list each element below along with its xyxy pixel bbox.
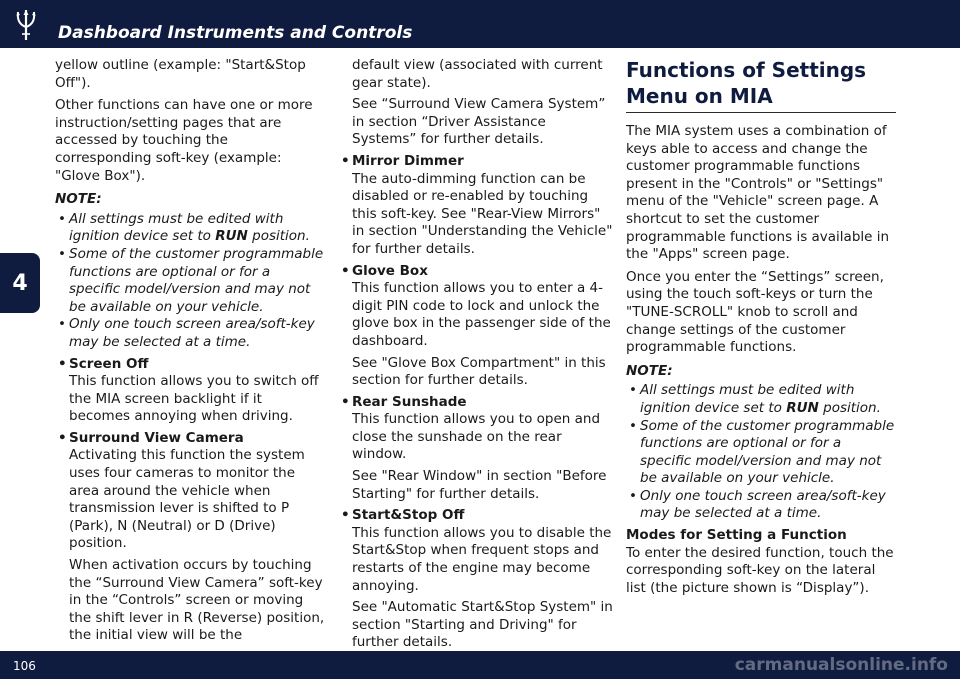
paragraph: To enter the desired function, touch the corresponding soft-key on the lateral list (the picture shown is “Display”). xyxy=(626,544,894,596)
page-number: 106 xyxy=(13,659,36,673)
paragraph: This function allows you to enter a 4-digit PIN code to lock and unlock the glove box in the passenger side of the dashboard. xyxy=(352,280,611,349)
paragraph: This function allows you to open and close the sunshade on the rear window. xyxy=(352,411,601,463)
paragraph: See "Automatic Start&Stop System" in section "Starting and Driving" for further details. xyxy=(352,599,613,651)
surround-view-body xyxy=(55,447,325,645)
note-text: position. xyxy=(247,228,310,245)
glove-box-body xyxy=(338,280,613,390)
mirror-dimmer-body xyxy=(338,171,613,259)
note-label: NOTE: xyxy=(55,191,102,208)
modes-heading: Modes for Setting a Function xyxy=(626,527,847,544)
start-stop-title: • Start&Stop Off xyxy=(338,507,613,525)
run-keyword: RUN xyxy=(215,228,248,245)
page-header xyxy=(0,0,960,48)
trident-logo-icon xyxy=(14,8,38,42)
mirror-dimmer-title: • Mirror Dimmer xyxy=(338,153,613,171)
screen-off-body xyxy=(55,373,325,426)
start-stop-body xyxy=(338,525,613,652)
note-item: • Only one touch screen area/soft-key may be selected at a time. xyxy=(626,488,896,523)
paragraph: The MIA system uses a combination of keys able to access and change the customer programmable functions present in the "Controls" or "Settings" menu of the "Vehicle" screen page. A shortcut to set the customer programmable functions is available in the "Apps" screen page. xyxy=(626,123,890,263)
note-list xyxy=(626,382,896,523)
paragraph: The auto-dimming function can be disabled or re-enabled by touching this soft-key. See "Rear-View Mirrors" in section "Understanding the Vehicle" for further details. xyxy=(352,170,613,257)
paragraph: See “Surround View Camera System” in section “Driver Assistance Systems” for further details. xyxy=(352,96,606,148)
note-item xyxy=(626,382,896,417)
column-2 xyxy=(338,57,613,656)
note-item: • Some of the customer programmable functions are optional or for a specific model/version and may not be available on your vehicle. xyxy=(626,418,896,488)
glove-box-title: • Glove Box xyxy=(338,263,613,281)
paragraph: Activating this function the system uses four cameras to monitor the area around the vehicle when transmission lever is shifted to P (Park), N (Neutral) or D (Drive) position. xyxy=(69,447,305,552)
note-label: NOTE: xyxy=(626,362,673,379)
surround-view-title: • Surround View Camera xyxy=(55,430,325,448)
paragraph: When activation occurs by touching the “Surround View Camera” soft-key in the “Controls” screen or moving the shift lever in R (Reverse) position, the initial view will be the xyxy=(69,557,325,644)
paragraph: See "Glove Box Compartment" in this section for further details. xyxy=(352,354,606,389)
rear-sunshade-body xyxy=(338,411,613,503)
paragraph: yellow outline (example: "Start&Stop Off"). xyxy=(55,57,306,91)
column-3 xyxy=(626,57,896,602)
note-item xyxy=(55,211,325,246)
paragraph: This function allows you to switch off the MIA screen backlight if it becomes annoying when driving. xyxy=(69,373,319,425)
note-text: position. xyxy=(818,399,881,416)
screen-off-title: • Screen Off xyxy=(55,356,325,374)
paragraph: See "Rear Window" in section "Before Starting" for further details. xyxy=(352,468,607,502)
surround-view-continued xyxy=(338,57,613,149)
note-item: • Some of the customer programmable functions are optional or for a specific model/version and may not be available on your vehicle. xyxy=(55,246,325,316)
run-keyword: RUN xyxy=(786,399,819,416)
rear-sunshade-title: • Rear Sunshade xyxy=(338,394,613,412)
header-title: Dashboard Instruments and Controls xyxy=(58,23,413,43)
note-text: All settings must be edited with ignition device set to xyxy=(69,210,284,245)
paragraph: Other functions can have one or more instruction/setting pages that are accessed by touching the corresponding soft-key (example: "Glove Box"). xyxy=(55,97,313,184)
page-footer xyxy=(0,651,960,679)
column-1 xyxy=(55,57,325,649)
paragraph: Once you enter the “Settings” screen, using the touch soft-keys or turn the "TUNE-SCROLL" knob to scroll and change settings of the customer programmable functions. xyxy=(626,268,884,356)
paragraph: This function allows you to disable the Start&Stop when frequent stops and restarts of the engine may become annoying. xyxy=(352,524,612,594)
watermark-text: carmanualsonline.info xyxy=(734,655,948,675)
note-list xyxy=(55,211,325,352)
section-title: Functions of Settings Menu on MIA xyxy=(626,57,896,113)
chapter-tab: 4 xyxy=(0,253,40,313)
note-item: • Only one touch screen area/soft-key may be selected at a time. xyxy=(55,316,325,351)
note-text: All settings must be edited with ignition device set to xyxy=(640,382,855,416)
paragraph: default view (associated with current gear state). xyxy=(352,57,603,91)
